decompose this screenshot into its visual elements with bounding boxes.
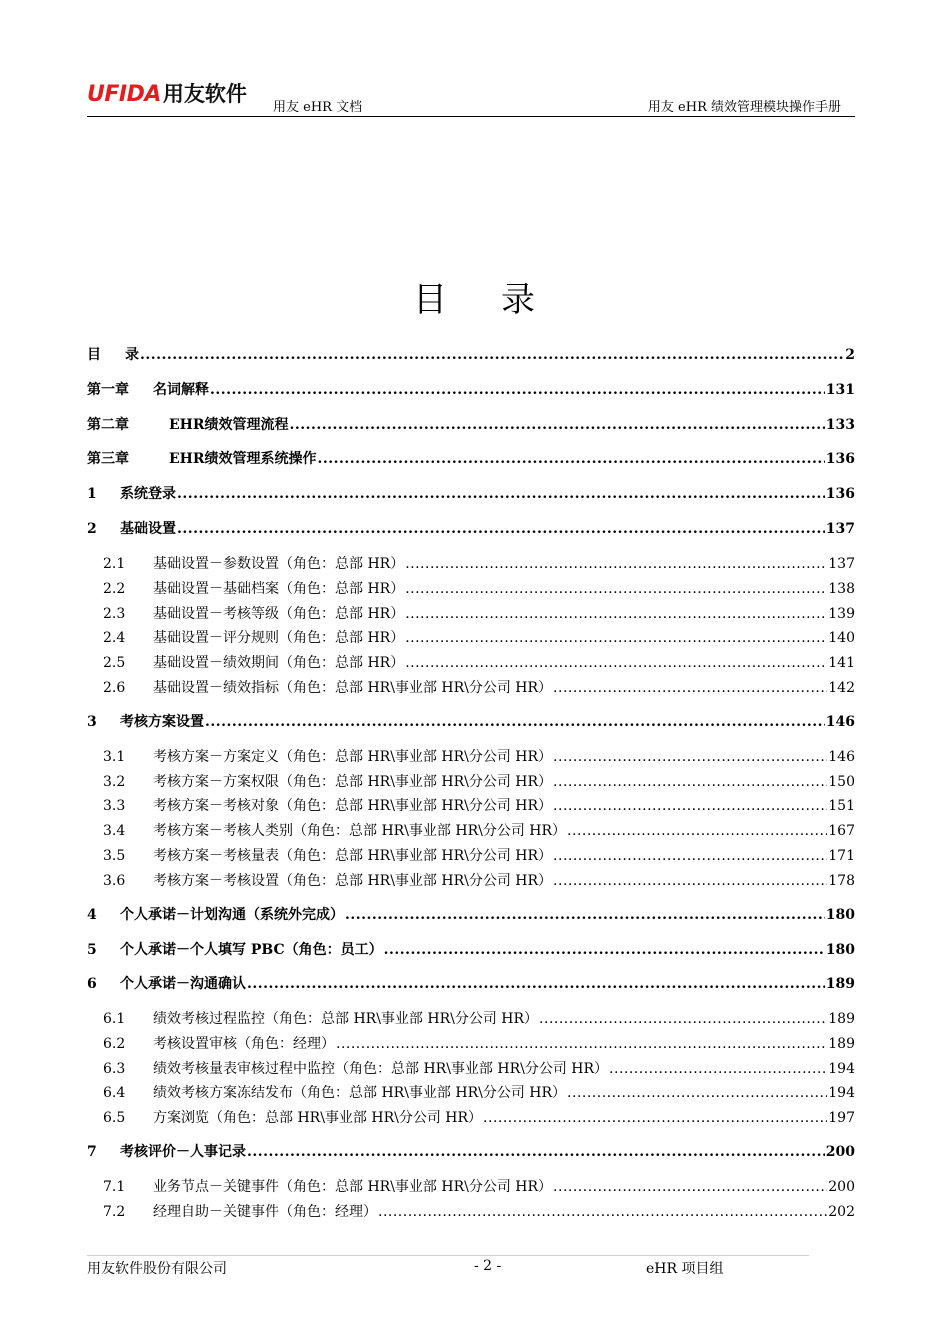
toc-entry-title: 考核方案－考核对象（角色：总部 HR\事业部 HR\分公司 HR）: [153, 798, 553, 814]
toc-entry-number: 6: [87, 976, 97, 992]
toc-entry-number: 6.5: [103, 1110, 126, 1126]
toc-entry-number: 7.2: [103, 1204, 126, 1220]
toc-dot-leader: [483, 1110, 827, 1126]
toc-entry-page: 131: [825, 382, 855, 398]
toc-dot-leader: [405, 655, 827, 671]
toc-entry-page: 180: [825, 942, 855, 958]
toc-entry-page: 142: [828, 680, 855, 696]
toc-entry[interactable]: [87, 553, 855, 575]
toc-dot-leader: [177, 486, 825, 502]
toc-entry-number: 第二章: [87, 417, 129, 433]
toc-entry[interactable]: [87, 677, 855, 699]
toc-dot-leader: [210, 382, 825, 398]
footer-page-number: - 2 -: [474, 1258, 502, 1274]
toc-entry-title: 个人承诺－计划沟通（系统外完成）: [120, 907, 344, 923]
toc-entry-number: 第三章: [87, 451, 129, 467]
toc-entry[interactable]: [87, 771, 855, 793]
toc-entry-title: 录: [125, 347, 139, 363]
toc-entry-number: 3.6: [103, 873, 126, 889]
toc-entry[interactable]: [87, 344, 855, 366]
toc-entry-number: 3.1: [103, 749, 126, 765]
toc-dot-leader: [205, 714, 825, 730]
toc-entry-page: 202: [828, 1204, 855, 1220]
toc-entry-page: 189: [828, 1036, 855, 1052]
toc-entry-title: 业务节点－关键事件（角色：总部 HR\事业部 HR\分公司 HR）: [153, 1179, 553, 1195]
toc-entry[interactable]: [87, 1176, 855, 1198]
toc-entry-title: 个人承诺－沟通确认: [120, 976, 246, 992]
toc-entry[interactable]: [87, 1107, 855, 1129]
toc-entry-page: 137: [828, 556, 855, 572]
toc-entry-number: 2.6: [103, 680, 126, 696]
toc-entry-page: 138: [828, 581, 855, 597]
toc-entry-number: 6.1: [103, 1011, 126, 1027]
footer-company: 用友软件股份有限公司: [87, 1261, 227, 1277]
toc-entry[interactable]: [87, 518, 855, 540]
toc-entry-number: 2.3: [103, 606, 126, 622]
toc-entry-page: 151: [828, 798, 855, 814]
toc-entry-title: 个人承诺－个人填写 PBC（角色：员工）: [120, 942, 383, 958]
toc-entry-title: 考核评价－人事记录: [120, 1144, 246, 1160]
toc-entry-page: 133: [825, 417, 855, 433]
toc-entry[interactable]: [87, 746, 855, 768]
toc-entry[interactable]: [87, 627, 855, 649]
toc-entry-number: 3.4: [103, 823, 126, 839]
toc-entry-page: 139: [828, 606, 855, 622]
footer-divider: [87, 1255, 809, 1256]
toc-entry-title: EHR绩效管理流程: [169, 417, 289, 433]
footer-team: eHR 项目组: [646, 1261, 724, 1277]
toc-entry[interactable]: [87, 1082, 855, 1104]
toc-entry-page: 136: [825, 486, 855, 502]
toc-entry-number: 目: [87, 347, 101, 363]
toc-dot-leader: [553, 774, 827, 790]
page-title: [0, 272, 950, 321]
toc-entry-page: 178: [828, 873, 855, 889]
header-doc-label: 用友 eHR 文档: [273, 100, 363, 115]
toc-entry-title: 考核设置审核（角色：经理）: [153, 1036, 335, 1052]
toc-entry-title: 基础设置－参数设置（角色：总部 HR）: [153, 556, 405, 572]
toc-entry-title: 考核方案－方案定义（角色：总部 HR\事业部 HR\分公司 HR）: [153, 749, 553, 765]
toc-entry[interactable]: [87, 652, 855, 674]
toc-entry-number: 第一章: [87, 382, 129, 398]
toc-dot-leader: [405, 630, 827, 646]
toc-entry[interactable]: [87, 1141, 855, 1163]
toc-entry[interactable]: [87, 845, 855, 867]
toc-entry-number: 3: [87, 714, 97, 730]
toc-entry-title: 经理自助－关键事件（角色：经理）: [153, 1204, 377, 1220]
toc-entry[interactable]: [87, 603, 855, 625]
toc-entry-title: 基础设置－考核等级（角色：总部 HR）: [153, 606, 405, 622]
page-header: [87, 74, 855, 117]
toc-entry[interactable]: [87, 414, 855, 436]
toc-entry-number: 3.3: [103, 798, 126, 814]
toc-entry[interactable]: [87, 1008, 855, 1030]
toc-entry[interactable]: [87, 1033, 855, 1055]
toc-dot-leader: [318, 451, 825, 467]
toc-entry-number: 6.4: [103, 1085, 126, 1101]
toc-dot-leader: [290, 417, 825, 433]
toc-entry-title: 考核方案－方案权限（角色：总部 HR\事业部 HR\分公司 HR）: [153, 774, 553, 790]
toc-dot-leader: [539, 1011, 827, 1027]
toc-entry-title: 考核方案－考核设置（角色：总部 HR\事业部 HR\分公司 HR）: [153, 873, 553, 889]
toc-entry[interactable]: [87, 578, 855, 600]
logo-latin-text: UFIDA: [87, 82, 161, 107]
toc-entry-title: EHR绩效管理系统操作: [169, 451, 317, 467]
toc-entry[interactable]: [87, 795, 855, 817]
toc-entry-page: 194: [828, 1061, 855, 1077]
title-char-1: 目: [413, 280, 449, 320]
toc-dot-leader: [405, 606, 827, 622]
toc-entry-page: 146: [828, 749, 855, 765]
toc-dot-leader: [567, 823, 827, 839]
toc-dot-leader: [336, 1036, 827, 1052]
toc-dot-leader: [553, 749, 827, 765]
toc-dot-leader: [405, 581, 827, 597]
toc-entry-page: 180: [825, 907, 855, 923]
toc-entry[interactable]: [87, 904, 855, 926]
toc-entry-title: 绩效考核量表审核过程中监控（角色：总部 HR\事业部 HR\分公司 HR）: [153, 1061, 609, 1077]
toc-entry-number: 2.2: [103, 581, 126, 597]
toc-entry-number: 7.1: [103, 1179, 126, 1195]
toc-entry-title: 方案浏览（角色：总部 HR\事业部 HR\分公司 HR）: [153, 1110, 483, 1126]
toc-entry-title: 考核方案－考核量表（角色：总部 HR\事业部 HR\分公司 HR）: [153, 848, 553, 864]
toc-entry-title: 基础设置－评分规则（角色：总部 HR）: [153, 630, 405, 646]
toc-entry-page: 146: [825, 714, 855, 730]
toc-entry-page: 200: [828, 1179, 855, 1195]
toc-entry-title: 基础设置－绩效指标（角色：总部 HR\事业部 HR\分公司 HR）: [153, 680, 553, 696]
ufida-logo: [87, 78, 247, 108]
toc-entry-number: 1: [87, 486, 97, 502]
toc-entry-title: 名词解释: [153, 382, 209, 398]
toc-dot-leader: [553, 848, 827, 864]
toc-dot-leader: [405, 556, 827, 572]
toc-entry[interactable]: [87, 448, 855, 470]
toc-entry-title: 考核方案设置: [120, 714, 204, 730]
toc-entry[interactable]: [87, 711, 855, 733]
toc-entry-number: 3.5: [103, 848, 126, 864]
toc-entry-page: 200: [825, 1144, 855, 1160]
toc-dot-leader: [247, 976, 825, 992]
toc-entry-page: 140: [828, 630, 855, 646]
toc-entry-number: 5: [87, 942, 97, 958]
toc-entry-number: 4: [87, 907, 97, 923]
toc-entry-page: 171: [828, 848, 855, 864]
toc-entry-number: 2.4: [103, 630, 126, 646]
toc-entry-number: 6.2: [103, 1036, 126, 1052]
toc-entry-number: 2.1: [103, 556, 126, 572]
toc-entry[interactable]: [87, 1201, 855, 1223]
toc-entry-page: 137: [825, 521, 855, 537]
toc-dot-leader: [345, 907, 825, 923]
toc-dot-leader: [177, 521, 825, 537]
toc-entry[interactable]: [87, 1058, 855, 1080]
toc-entry-page: 189: [828, 1011, 855, 1027]
header-manual-title: 用友 eHR 绩效管理模块操作手册: [647, 100, 841, 115]
toc-entry-title: 绩效考核方案冻结发布（角色：总部 HR\事业部 HR\分公司 HR）: [153, 1085, 567, 1101]
toc-dot-leader: [609, 1061, 827, 1077]
toc-entry-number: 7: [87, 1144, 97, 1160]
toc-dot-leader: [567, 1085, 827, 1101]
toc-dot-leader: [553, 798, 827, 814]
toc-entry-title: 基础设置－绩效期间（角色：总部 HR）: [153, 655, 405, 671]
toc-entry-page: 197: [828, 1110, 855, 1126]
toc-entry-page: 167: [828, 823, 855, 839]
toc-entry-page: 2: [845, 347, 855, 363]
toc-dot-leader: [140, 347, 844, 363]
title-char-2: 录: [501, 280, 537, 320]
toc-entry-title: 系统登录: [120, 486, 176, 502]
toc-entry[interactable]: [87, 870, 855, 892]
toc-entry[interactable]: [87, 820, 855, 842]
toc-entry-page: 150: [828, 774, 855, 790]
toc-entry-title: 考核方案－考核人类别（角色：总部 HR\事业部 HR\分公司 HR）: [153, 823, 567, 839]
toc-entry[interactable]: [87, 973, 855, 995]
toc-entry-number: 3.2: [103, 774, 126, 790]
toc-entry-number: 6.3: [103, 1061, 126, 1077]
toc-dot-leader: [553, 680, 827, 696]
toc-entry-page: 189: [825, 976, 855, 992]
toc-dot-leader: [384, 942, 825, 958]
logo-cjk-text: 用友软件: [162, 82, 247, 106]
toc-entry[interactable]: [87, 379, 855, 401]
toc-entry-title: 绩效考核过程监控（角色：总部 HR\事业部 HR\分公司 HR）: [153, 1011, 539, 1027]
toc-dot-leader: [378, 1204, 827, 1220]
toc-entry-title: 基础设置－基础档案（角色：总部 HR）: [153, 581, 405, 597]
toc-entry-title: 基础设置: [120, 521, 176, 537]
toc-entry-page: 136: [825, 451, 855, 467]
toc-entry-page: 194: [828, 1085, 855, 1101]
toc-dot-leader: [553, 1179, 827, 1195]
toc-entry-page: 141: [828, 655, 855, 671]
toc-entry[interactable]: [87, 939, 855, 961]
toc-dot-leader: [553, 873, 827, 889]
toc-entry-number: 2.5: [103, 655, 126, 671]
toc-dot-leader: [247, 1144, 825, 1160]
toc-entry-number: 2: [87, 521, 97, 537]
toc-entry[interactable]: [87, 483, 855, 505]
